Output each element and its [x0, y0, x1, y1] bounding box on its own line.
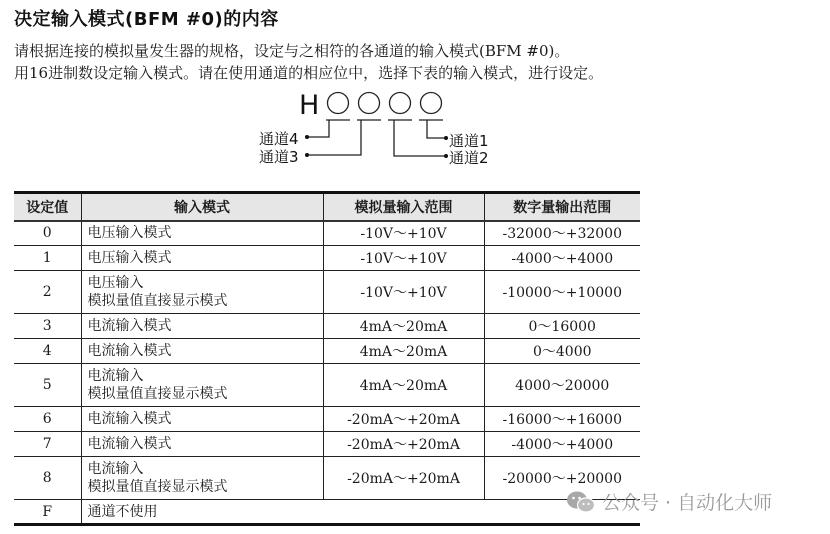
- paragraph-line-2: 用16进制数设定输入模式。请在使用通道的相应位中，选择下表的输入模式，进行设定。: [14, 64, 604, 82]
- section-title: 决定输入模式(BFM #0)的内容: [14, 9, 279, 30]
- cell-analog: -20mA～+20mA: [323, 407, 484, 432]
- header-analog-range: 模拟量输入范围: [323, 193, 484, 221]
- header-setting-value: 设定值: [14, 193, 81, 221]
- label-channel-4: 通道4: [259, 130, 299, 148]
- hex-prefix-h: H: [299, 90, 320, 121]
- cell-value: 6: [14, 407, 81, 432]
- cell-value: 0: [14, 221, 81, 246]
- cell-value: 2: [14, 271, 81, 314]
- header-input-mode: 输入模式: [81, 193, 323, 221]
- cell-mode: [81, 457, 323, 500]
- cell-analog: 4mA～20mA: [323, 339, 484, 364]
- table-row: [14, 314, 640, 339]
- cell-digital: -20000～+20000: [484, 457, 640, 500]
- cell-mode: 电流输入模式: [81, 407, 323, 432]
- label-channel-1: 通道1: [449, 132, 489, 150]
- cell-mode: 电流输入模式: [81, 314, 323, 339]
- cell-value: 7: [14, 432, 81, 457]
- cell-mode-line-2: 模拟量值直接显示模式: [87, 293, 228, 309]
- cell-mode: 通道不使用: [81, 500, 640, 525]
- channel-diagram-lines: [0, 0, 830, 180]
- cell-analog: 4mA～20mA: [323, 314, 484, 339]
- cell-analog: -10V～+10V: [323, 221, 484, 246]
- cell-digital: -4000～+4000: [484, 432, 640, 457]
- cell-value: 4: [14, 339, 81, 364]
- cell-digital: -4000～+4000: [484, 246, 640, 271]
- cell-analog: 4mA～20mA: [323, 364, 484, 407]
- cell-mode: [81, 364, 323, 407]
- label-channel-3: 通道3: [259, 148, 299, 166]
- cell-digital: -32000～+32000: [484, 221, 640, 246]
- cell-mode-line-2: 模拟量值直接显示模式: [87, 479, 228, 495]
- table-row: [14, 500, 640, 525]
- cell-mode-line-2: 模拟量值直接显示模式: [87, 386, 228, 402]
- cell-value: 8: [14, 457, 81, 500]
- table-header-row: [14, 193, 640, 221]
- table-row: [14, 407, 640, 432]
- table-row: [14, 246, 640, 271]
- cell-digital: 0～4000: [484, 339, 640, 364]
- header-digital-range: 数字量输出范围: [484, 193, 640, 221]
- cell-mode: 电压输入模式: [81, 246, 323, 271]
- cell-value: 5: [14, 364, 81, 407]
- cell-digital: 0～16000: [484, 314, 640, 339]
- table-row: [14, 457, 640, 500]
- cell-analog: -10V～+10V: [323, 246, 484, 271]
- cell-mode-line-1: 电流输入: [87, 461, 144, 477]
- table-row: [14, 271, 640, 314]
- cell-mode: 电压输入模式: [81, 221, 323, 246]
- cell-analog: -10V～+10V: [323, 271, 484, 314]
- wechat-icon: [566, 490, 596, 514]
- cell-analog: -20mA～+20mA: [323, 432, 484, 457]
- input-mode-table: [14, 191, 640, 526]
- table-row: [14, 364, 640, 407]
- watermark: [566, 488, 772, 515]
- cell-digital: -10000～+10000: [484, 271, 640, 314]
- cell-mode-line-1: 电压输入: [87, 275, 144, 291]
- cell-mode-line-1: 电流输入: [87, 368, 144, 384]
- table-row: [14, 339, 640, 364]
- watermark-text: 公众号 · 自动化大师: [602, 492, 773, 514]
- paragraph-line-1: 请根据连接的模拟量发生器的规格，设定与之相符的各通道的输入模式(BFM #0)。: [14, 42, 570, 60]
- cell-digital: -16000～+16000: [484, 407, 640, 432]
- cell-value: 3: [14, 314, 81, 339]
- table-row: [14, 432, 640, 457]
- table-row: [14, 221, 640, 246]
- label-channel-2: 通道2: [449, 149, 489, 167]
- cell-analog: -20mA～+20mA: [323, 457, 484, 500]
- cell-mode: 电流输入模式: [81, 339, 323, 364]
- channel-bit-diagram: [0, 0, 830, 180]
- cell-mode: 电流输入模式: [81, 432, 323, 457]
- cell-digital: 4000～20000: [484, 364, 640, 407]
- cell-value: 1: [14, 246, 81, 271]
- cell-mode: [81, 271, 323, 314]
- cell-value: F: [14, 500, 81, 525]
